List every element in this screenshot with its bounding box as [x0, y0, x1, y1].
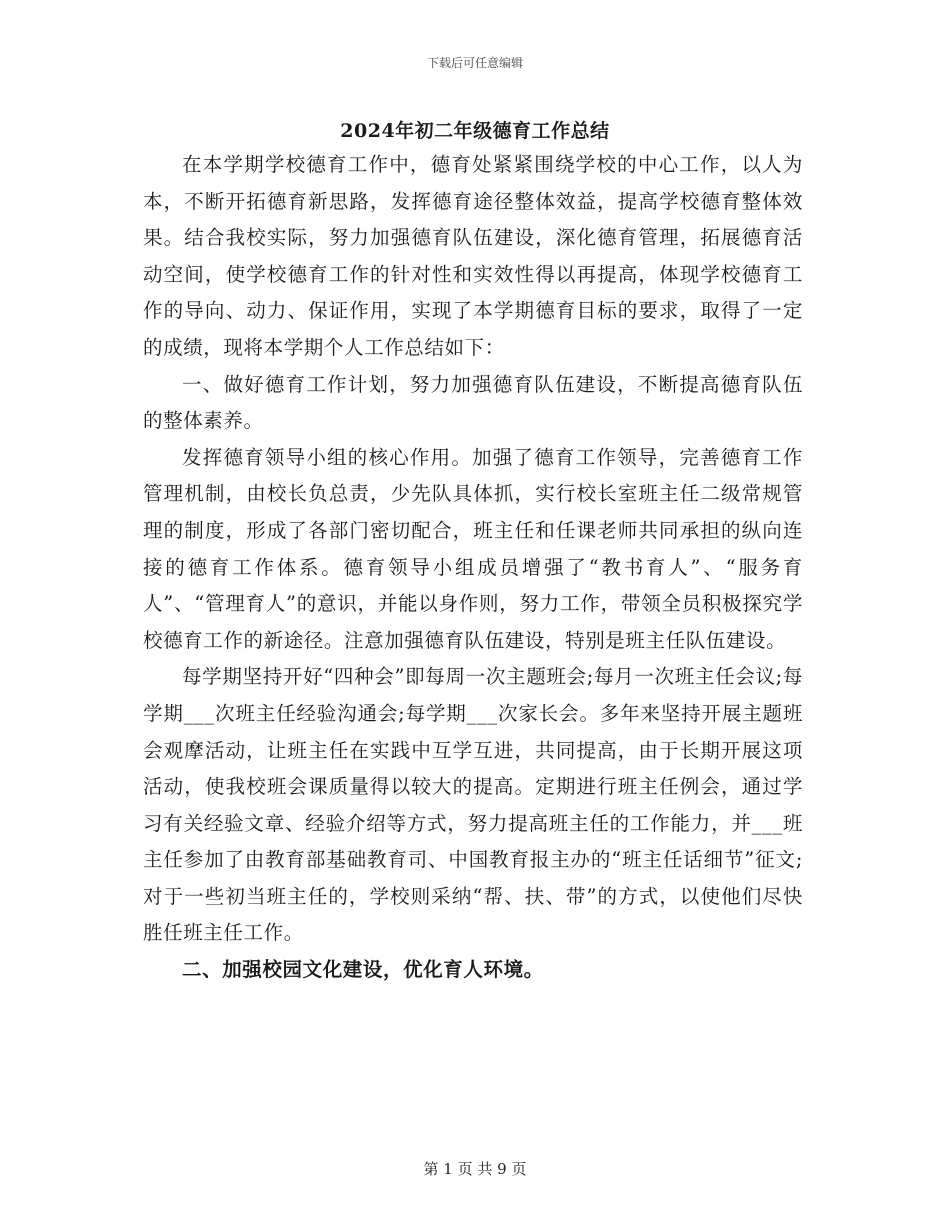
- page-number: 第 1 页 共 9 页: [423, 1160, 527, 1178]
- page-header-note: 下载后可任意编辑: [426, 56, 523, 70]
- document-title: 2024年初二年级德育工作总结: [340, 120, 610, 142]
- section-two-heading: 二、加强校园文化建设，优化育人环境。: [182, 958, 544, 982]
- paragraph-meetings: 每学期坚持开好“四种会”即每周一次主题班会;每月一次班主任会议;每学期___次班主任经验沟通会;每学期___次家长会。多年来坚持开展主题班会观摩活动，让班主任在实践中互学互进，共同提高，由于长期开展这项活动，使我校班会课质量得以较大的提高。定期进行班主任例会，通过学习有关经验文章、经验介绍等方式，努力提高班主任的工作能力，并___班主任参加了由教育部基础教育司、中国教育报主办的“班主任话细节”征文;对于一些初当班主任的，学校则采纳“帮、扶、带”的方式，以使他们尽快胜任班主任工作。: [143, 665, 803, 945]
- paragraph-leadership: 发挥德育领导小组的核心作用。加强了德育工作领导，完善德育工作管理机制，由校长负总责，少先队具体抓，实行校长室班主任二级常规管理的制度，形成了各部门密切配合，班主任和任课老师共同承担的纵向连接的德育工作体系。德育领导小组成员增强了“教书育人”、“服务育人”、“管理育人”的意识，并能以身作则，努力工作，带领全员积极探究学校德育工作的新途径。注意加强德育队伍建设，特别是班主任队伍建设。: [143, 445, 803, 652]
- paragraph-intro: 在本学期学校德育工作中，德育处紧紧围绕学校的中心工作，以人为本，不断开拓德育新思路，发挥德育途径整体效益，提高学校德育整体效果。结合我校实际，努力加强德育队伍建设，深化德育管理，拓展德育活动空间，使学校德育工作的针对性和实效性得以再提高，体现学校德育工作的导向、动力、保证作用，实现了本学期德育目标的要求，取得了一定的成绩，现将本学期个人工作总结如下：: [143, 153, 803, 359]
- document-body: [143, 147, 803, 989]
- paragraph-section-one-heading: 一、做好德育工作计划，努力加强德育队伍建设，不断提高德育队伍的整体素养。: [143, 372, 803, 433]
